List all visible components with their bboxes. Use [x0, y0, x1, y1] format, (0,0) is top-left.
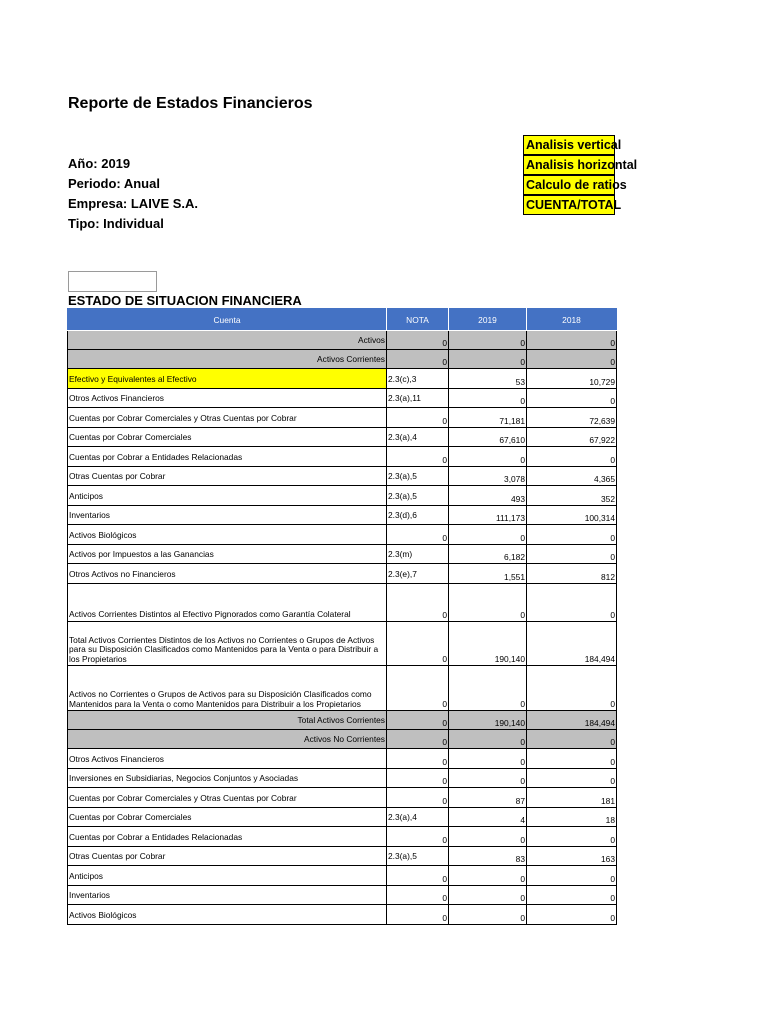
- cell-nota[interactable]: 0: [387, 447, 449, 467]
- cell-2019[interactable]: 83: [449, 847, 527, 866]
- section-title: ESTADO DE SITUACION FINANCIERA: [68, 293, 302, 308]
- company-line: Empresa: LAIVE S.A.: [68, 196, 199, 211]
- cell-cuenta[interactable]: Cuentas por Cobrar Comerciales y Otras Cuentas por Cobrar: [68, 788, 387, 808]
- cell-cuenta[interactable]: Inversiones en Subsidiarias, Negocios Conjuntos y Asociadas: [68, 769, 387, 788]
- cell-cuenta[interactable]: Activos Corrientes Distintos al Efectivo Pignorados como Garantía Colateral: [68, 584, 387, 622]
- table-body: [68, 331, 617, 925]
- cell-2018[interactable]: 67,922: [527, 428, 617, 447]
- table-row: [68, 447, 617, 467]
- cell-2019[interactable]: 0: [449, 666, 527, 711]
- cell-cuenta[interactable]: Otras Cuentas por Cobrar: [68, 467, 387, 486]
- header-cuenta: Cuenta: [68, 309, 387, 331]
- table-row: [68, 711, 617, 730]
- cell-nota[interactable]: 2.3(a),5: [387, 467, 449, 486]
- cell-nota[interactable]: 2.3(a),5: [387, 486, 449, 506]
- cell-2019[interactable]: 0: [449, 331, 527, 350]
- cell-cuenta[interactable]: Total Activos Corrientes Distintos de los Activos no Corrientes o Grupos de Activos para su Disposición Clasificados como Mantenidos para la Venta o para Distribuir a los Propietarios: [68, 622, 387, 666]
- cell-2019[interactable]: 87: [449, 788, 527, 808]
- cell-nota[interactable]: 0: [387, 350, 449, 369]
- cell-nota[interactable]: 0: [387, 525, 449, 545]
- cell-2019[interactable]: 0: [449, 749, 527, 769]
- cell-2018[interactable]: 100,314: [527, 506, 617, 525]
- table-row: [68, 808, 617, 827]
- table-row: [68, 749, 617, 769]
- cell-2019[interactable]: 493: [449, 486, 527, 506]
- legend-account-total: CUENTA/TOTAL: [523, 195, 615, 215]
- table-row: [68, 525, 617, 545]
- table-row: [68, 866, 617, 886]
- cell-2019[interactable]: 190,140: [449, 711, 527, 730]
- header-2018: 2018: [527, 309, 617, 331]
- cell-2018[interactable]: 0: [527, 905, 617, 925]
- cell-cuenta[interactable]: Cuentas por Cobrar a Entidades Relacionadas: [68, 827, 387, 847]
- cell-2018[interactable]: 0: [527, 389, 617, 408]
- table-row: [68, 788, 617, 808]
- cell-2018[interactable]: 0: [527, 331, 617, 350]
- table-header-row: [68, 309, 617, 331]
- cell-nota[interactable]: 2.3(m): [387, 545, 449, 564]
- cell-nota[interactable]: 2.3(d),6: [387, 506, 449, 525]
- cell-2018[interactable]: 10,729: [527, 369, 617, 389]
- table-row: [68, 331, 617, 350]
- table-row: [68, 428, 617, 447]
- cell-nota[interactable]: 2.3(c),3: [387, 369, 449, 389]
- cell-nota[interactable]: 2.3(a),11: [387, 389, 449, 408]
- cell-cuenta[interactable]: Activos no Corrientes o Grupos de Activos para su Disposición Clasificados como Mantenidos para la Venta o como Mantenidos para Distribuir a los Propietarios: [68, 666, 387, 711]
- cell-cuenta[interactable]: Cuentas por Cobrar Comerciales: [68, 808, 387, 827]
- cell-cuenta[interactable]: Anticipos: [68, 486, 387, 506]
- cell-nota[interactable]: 0: [387, 331, 449, 350]
- cell-nota[interactable]: 0: [387, 666, 449, 711]
- cell-2018[interactable]: 0: [527, 666, 617, 711]
- cell-cuenta[interactable]: Cuentas por Cobrar Comerciales y Otras Cuentas por Cobrar: [68, 408, 387, 428]
- cell-cuenta[interactable]: Efectivo y Equivalentes al Efectivo: [68, 369, 387, 389]
- header-2019: 2019: [449, 309, 527, 331]
- cell-2019[interactable]: 0: [449, 905, 527, 925]
- table-row: [68, 369, 617, 389]
- cell-2018[interactable]: 812: [527, 564, 617, 584]
- cell-2019[interactable]: 111,173: [449, 506, 527, 525]
- cell-2019[interactable]: 67,610: [449, 428, 527, 447]
- cell-2019[interactable]: 0: [449, 350, 527, 369]
- cell-cuenta[interactable]: Otros Activos no Financieros: [68, 564, 387, 584]
- cell-2018[interactable]: 4,365: [527, 467, 617, 486]
- year-line: Año: 2019: [68, 156, 131, 171]
- cell-2019[interactable]: 190,140: [449, 622, 527, 666]
- cell-nota[interactable]: 0: [387, 749, 449, 769]
- cell-nota[interactable]: 0: [387, 711, 449, 730]
- table-row: [68, 389, 617, 408]
- cell-2018[interactable]: 0: [527, 749, 617, 769]
- cell-nota[interactable]: 0: [387, 730, 449, 749]
- type-line: Tipo: Individual: [68, 216, 164, 231]
- cell-2018[interactable]: 0: [527, 827, 617, 847]
- cell-nota[interactable]: 2.3(a),5: [387, 847, 449, 866]
- cell-2019[interactable]: 0: [449, 584, 527, 622]
- report-title: Reporte de Estados Financieros: [68, 95, 313, 112]
- cell-cuenta[interactable]: Activos Corrientes: [68, 350, 387, 369]
- cell-cuenta[interactable]: Activos Biológicos: [68, 525, 387, 545]
- table-row: [68, 584, 617, 622]
- cell-cuenta[interactable]: Otras Cuentas por Cobrar: [68, 847, 387, 866]
- cell-2019[interactable]: 0: [449, 886, 527, 905]
- cell-cuenta[interactable]: Inventarios: [68, 506, 387, 525]
- cell-2019[interactable]: 4: [449, 808, 527, 827]
- cell-nota[interactable]: 0: [387, 622, 449, 666]
- cell-2018[interactable]: 181: [527, 788, 617, 808]
- table-row: [68, 730, 617, 749]
- table-row: [68, 905, 617, 925]
- cell-2019[interactable]: 6,182: [449, 545, 527, 564]
- cell-cuenta[interactable]: Activos Biológicos: [68, 905, 387, 925]
- cell-2019[interactable]: 71,181: [449, 408, 527, 428]
- table-row: [68, 886, 617, 905]
- cell-2019[interactable]: 3,078: [449, 467, 527, 486]
- cell-nota[interactable]: 0: [387, 866, 449, 886]
- period-line: Periodo: Anual: [68, 176, 160, 191]
- cell-cuenta[interactable]: Activos: [68, 331, 387, 350]
- cell-2019[interactable]: 0: [449, 730, 527, 749]
- cell-2018[interactable]: 184,494: [527, 622, 617, 666]
- cell-nota[interactable]: 0: [387, 886, 449, 905]
- table-row: [68, 847, 617, 866]
- cell-nota[interactable]: 2.3(e),7: [387, 564, 449, 584]
- cell-2019[interactable]: 0: [449, 525, 527, 545]
- cell-nota[interactable]: 0: [387, 408, 449, 428]
- cell-2018[interactable]: 18: [527, 808, 617, 827]
- legend-horizontal-analysis: Analisis horizontal: [523, 155, 615, 175]
- table-row: [68, 666, 617, 711]
- table-row: [68, 486, 617, 506]
- cell-2019[interactable]: 0: [449, 866, 527, 886]
- cell-cuenta[interactable]: Total Activos Corrientes: [68, 711, 387, 730]
- cell-2019[interactable]: 0: [449, 827, 527, 847]
- cell-nota[interactable]: 2.3(a),4: [387, 808, 449, 827]
- cell-2018[interactable]: 0: [527, 584, 617, 622]
- cell-2018[interactable]: 163: [527, 847, 617, 866]
- table-row: [68, 622, 617, 666]
- cell-cuenta[interactable]: Activos por Impuestos a las Ganancias: [68, 545, 387, 564]
- cell-2018[interactable]: 0: [527, 525, 617, 545]
- cell-2018[interactable]: 0: [527, 447, 617, 467]
- cell-2018[interactable]: 72,639: [527, 408, 617, 428]
- financial-position-table: [67, 308, 617, 925]
- cell-2019[interactable]: 1,551: [449, 564, 527, 584]
- cell-nota[interactable]: 0: [387, 905, 449, 925]
- cell-cuenta[interactable]: Inventarios: [68, 886, 387, 905]
- table-row: [68, 564, 617, 584]
- table-row: [68, 769, 617, 788]
- cell-2018[interactable]: 0: [527, 730, 617, 749]
- header-nota: NOTA: [387, 309, 449, 331]
- table-row: [68, 467, 617, 486]
- table-row: [68, 827, 617, 847]
- legend-ratio-calculation: Calculo de ratios: [523, 175, 615, 195]
- legend-vertical-analysis: Analisis vertical: [523, 135, 615, 155]
- cell-2019[interactable]: 0: [449, 447, 527, 467]
- cell-cuenta[interactable]: Otros Activos Financieros: [68, 389, 387, 408]
- cell-nota[interactable]: 0: [387, 827, 449, 847]
- cell-cuenta[interactable]: Cuentas por Cobrar Comerciales: [68, 428, 387, 447]
- cell-cuenta[interactable]: Cuentas por Cobrar a Entidades Relacionadas: [68, 447, 387, 467]
- cell-2019[interactable]: 0: [449, 389, 527, 408]
- selected-empty-cell[interactable]: [68, 271, 157, 292]
- cell-2019[interactable]: 53: [449, 369, 527, 389]
- table-row: [68, 506, 617, 525]
- cell-2018[interactable]: 0: [527, 545, 617, 564]
- table-row: [68, 408, 617, 428]
- cell-2018[interactable]: 0: [527, 769, 617, 788]
- cell-2018[interactable]: 184,494: [527, 711, 617, 730]
- cell-nota[interactable]: 0: [387, 788, 449, 808]
- cell-nota[interactable]: 0: [387, 769, 449, 788]
- cell-2019[interactable]: 0: [449, 769, 527, 788]
- cell-cuenta[interactable]: Anticipos: [68, 866, 387, 886]
- cell-2018[interactable]: 0: [527, 350, 617, 369]
- table-row: [68, 545, 617, 564]
- table-row: [68, 350, 617, 369]
- cell-2018[interactable]: 0: [527, 886, 617, 905]
- cell-nota[interactable]: 2.3(a),4: [387, 428, 449, 447]
- cell-nota[interactable]: 0: [387, 584, 449, 622]
- cell-2018[interactable]: 0: [527, 866, 617, 886]
- cell-2018[interactable]: 352: [527, 486, 617, 506]
- cell-cuenta[interactable]: Otros Activos Financieros: [68, 749, 387, 769]
- cell-cuenta[interactable]: Activos No Corrientes: [68, 730, 387, 749]
